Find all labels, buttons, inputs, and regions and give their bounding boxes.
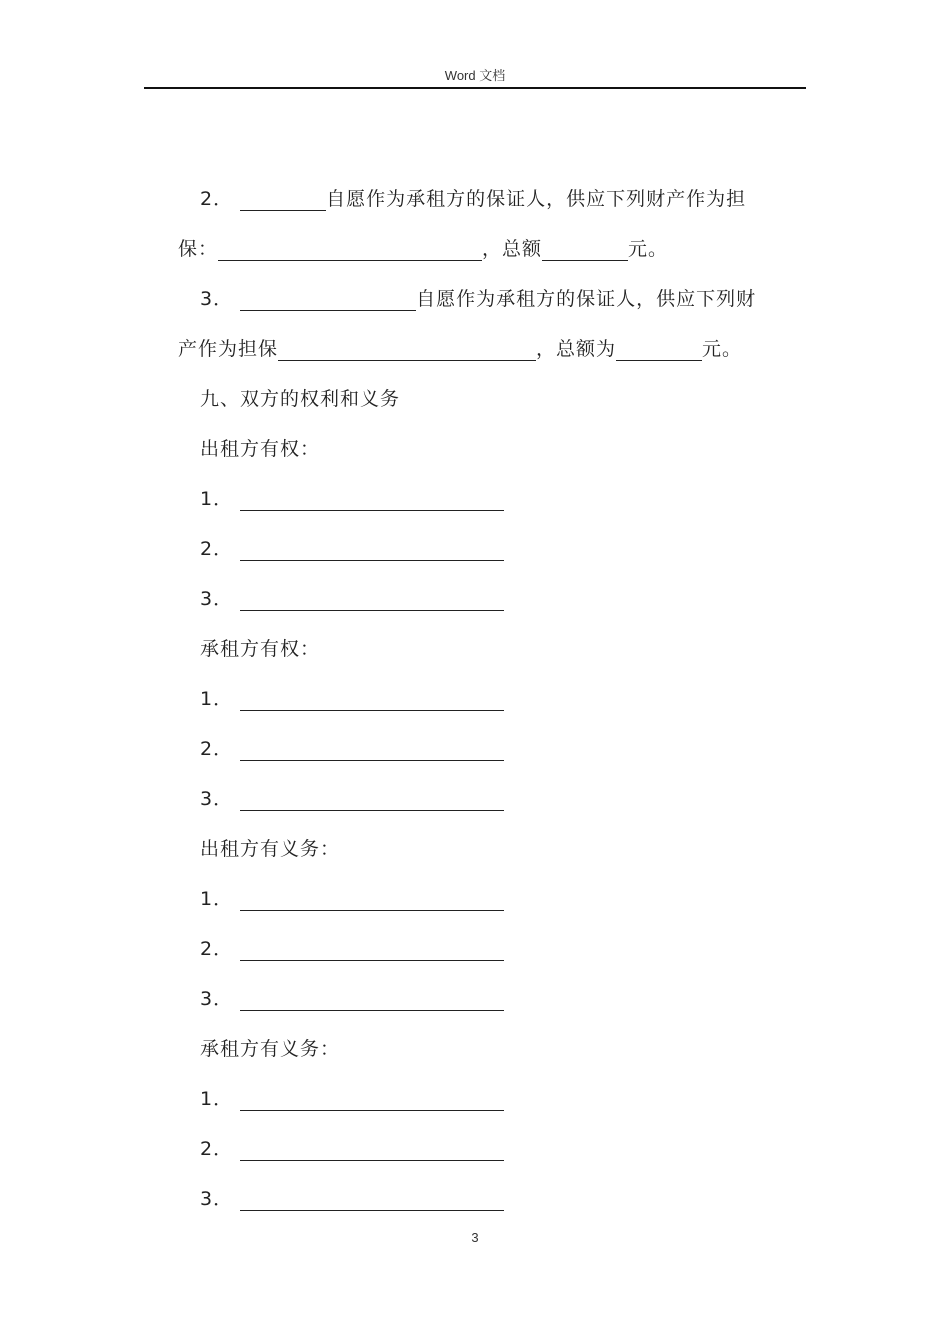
item-blank[interactable] [240,540,504,561]
group-title: 承租方有权： [200,638,321,660]
clause-text: 元。 [702,338,743,360]
list-item [178,1074,818,1124]
clause-text: 自愿作为承租方的保证人，供应下列财 [416,288,757,310]
guarantor-name-blank[interactable] [240,290,416,311]
amount-blank[interactable] [542,240,628,261]
item-blank[interactable] [240,990,504,1011]
item-number: 3． [200,1188,234,1210]
item-blank[interactable] [240,790,504,811]
guarantor-name-blank[interactable] [240,190,326,211]
item-number: 3． [200,788,234,810]
list-item [178,724,818,774]
item-number: 1． [200,888,234,910]
list-item [178,524,818,574]
collateral-blank[interactable] [218,240,482,261]
list-item [178,674,818,724]
clause-text: ，总额为 [536,338,617,360]
item-blank[interactable] [240,940,504,961]
list-item [178,574,818,624]
item-blank[interactable] [240,1140,504,1161]
list-item [178,924,818,974]
clause-text: 自愿作为承租方的保证人，供应下列财产作为担 [326,188,747,210]
list-item [178,974,818,1024]
collateral-blank[interactable] [278,340,536,361]
clause-text: 保： [178,238,219,260]
group-title: 出租方有义务： [200,838,341,860]
item-number: 2． [200,938,234,960]
clause-3-line-1 [178,274,818,324]
item-number: 1． [200,688,234,710]
clause-3-line-2 [178,324,818,374]
clause-text: ，总额 [482,238,543,260]
group-title: 出租方有权： [200,438,321,460]
section-heading: 九、双方的权利和义务 [200,388,401,410]
item-blank[interactable] [240,590,504,611]
item-blank[interactable] [240,1090,504,1111]
item-blank[interactable] [240,690,504,711]
list-item [178,1124,818,1174]
header-rule [144,87,806,89]
clause-text: 元。 [628,238,669,260]
document-body [178,174,818,1224]
list-item [178,874,818,924]
item-number: 1． [200,1088,234,1110]
item-blank[interactable] [240,1190,504,1211]
clause-number: 2． [200,188,234,210]
group-title: 承租方有义务： [200,1038,341,1060]
list-item [178,774,818,824]
item-number: 1． [200,488,234,510]
clause-number: 3． [200,288,234,310]
item-blank[interactable] [240,890,504,911]
item-number: 2． [200,538,234,560]
item-blank[interactable] [240,490,504,511]
page-header-title: Word 文档 [444,68,506,83]
list-item [178,1174,818,1224]
item-number: 3． [200,588,234,610]
item-number: 3． [200,988,234,1010]
clause-2-line-1 [178,174,818,224]
item-blank[interactable] [240,740,504,761]
item-number: 2． [200,1138,234,1160]
clause-text: 产作为担保 [178,338,279,360]
item-number: 2． [200,738,234,760]
clause-2-line-2 [178,224,818,274]
page-number: 3 [471,1230,479,1245]
list-item [178,474,818,524]
amount-blank[interactable] [616,340,702,361]
